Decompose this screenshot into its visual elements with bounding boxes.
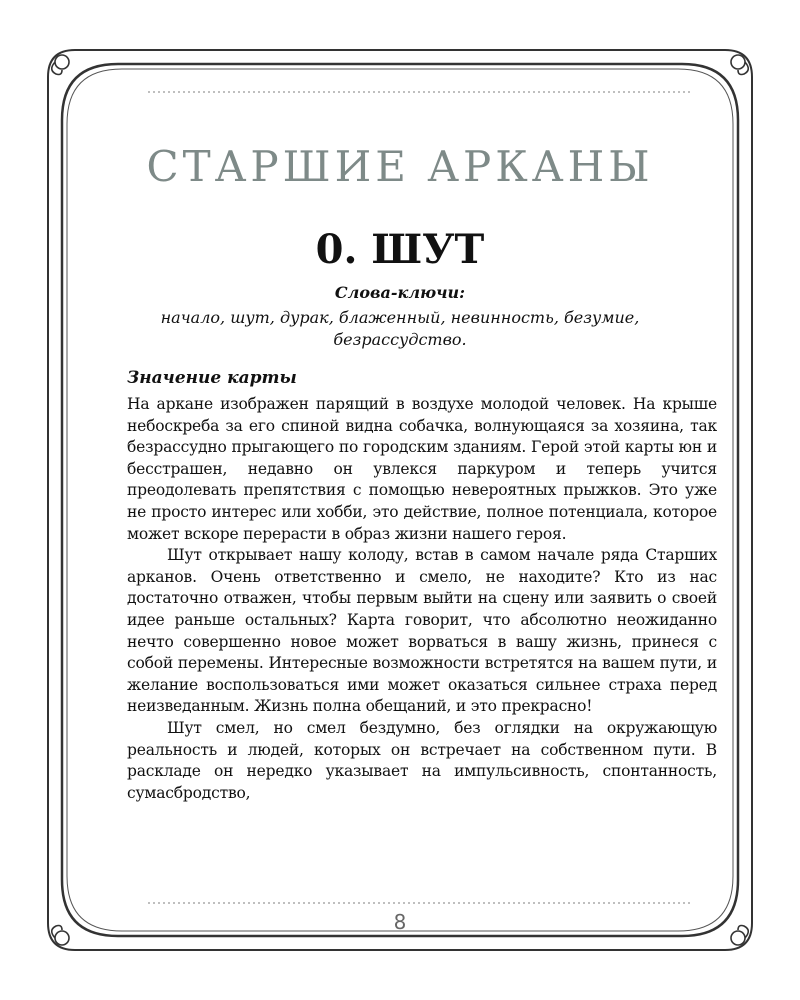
section-title: СТАРШИЕ АРКАНЫ [146,142,654,191]
keywords-label: Слова-ключи: [334,283,466,302]
paragraph: Шут открывает нашу колоду, встав в самом начале ряда Старших арканов. Очень ответственно и смело, не находите? Кто из нас достаточно отважен, чтобы первым выйти на сцену или заявить о своей идее раньше остальных? Карта говорит, что абсолютно неожиданно нечто совершенно новое может ворваться в вашу жизнь, принеся с собой перемены. Интересные возможности встретятся на вашем пути, и желание воспользоваться ими может оказаться сильнее страха перед неизведанным. Жизнь полна обещаний, и это прекрасно! [127,546,717,716]
card-meaning-heading: Значение карты [127,368,297,388]
keywords-values: начало, шут, дурак, блаженный, невинность, безумие, безрассудство. [160,308,640,349]
card-meaning-text [127,394,717,804]
page-number: 8 [393,910,407,934]
card-title: 0. ШУТ [315,226,485,273]
paragraph: Шут смел, но смел бездумно, без оглядки на окружающую реальность и людей, которых он встречает на собственном пути. В раскладе он нередко указывает на импульсивность, спонтанность, сумасбродство, [127,718,717,802]
paragraph: На аркане изображен парящий в воздухе молодой человек. На крыше небоскреба за его спиной видна собачка, волнующаяся за хозяина, так безрассудно прыгающего по городским зданиям. Герой этой карты юн и бесстрашен, недавно он увлекся паркуром и теперь учится преодолевать препятствия с помощью невероятных прыжков. Это уже не просто интерес или хобби, это действие, полное потенциала, которое может вскоре перерасти в образ жизни нашего героя. [127,395,717,543]
